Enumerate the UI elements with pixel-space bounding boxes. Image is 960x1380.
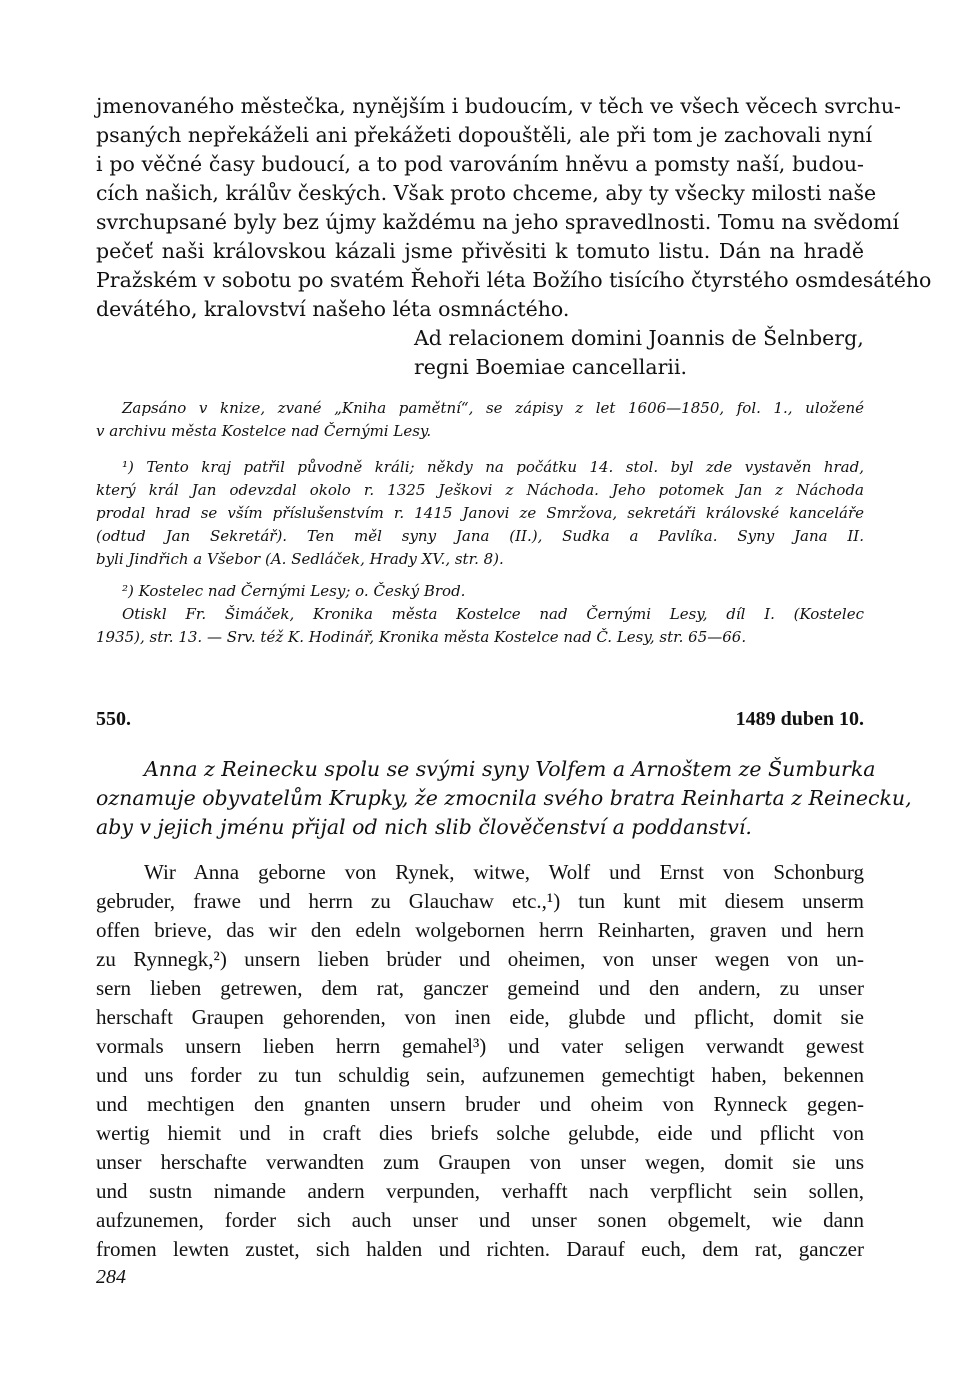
text-line: gebruder, frawe und herrn zu Glauchaw etc.,¹) tun kunt mit diesem unserm	[96, 889, 864, 913]
text-line: unser herschafte verwandten zum Graupen von unser wegen, domit sie uns	[96, 1150, 864, 1174]
text-line: und uns forder zu tun schuldig sein, aufzunemen gemechtigt haben, bekennen	[96, 1063, 864, 1087]
paragraph-line: devátého, kralovství našeho léta osmnáctého.	[96, 297, 570, 321]
paragraph-line: i po věčné časy budoucí, a to pod varováním hněvu a pomsty naší, budou-	[96, 152, 864, 176]
paragraph-line: cích našich, králův českých. Však proto chceme, aby ty všecky milosti naše	[96, 181, 877, 205]
text-line: und mechtigen den gnanten unsern bruder und oheim von Rynneck gegen-	[96, 1092, 864, 1116]
source-note-line: v archivu města Kostelce nad Černými Lesy.	[96, 422, 432, 440]
text-line: sern lieben getrewen, dem rat, ganczer gemeind und den andern, zu unser	[96, 976, 864, 1000]
footnote-line: který král Jan odevzdal okolo r. 1325 Ješkovi z Náchoda. Jeho potomek Jan z Náchoda	[96, 481, 864, 499]
footnote-line: 1935), str. 13. — Srv. též K. Hodinář, Kronika města Kostelce nad Č. Lesy, str. 65—66.	[96, 628, 747, 646]
signature-line: regni Boemiae cancellarii.	[414, 355, 688, 379]
regest-line: aby v jejich jménu přijal od nich slib člověčenství a poddanství.	[96, 815, 752, 839]
paragraph-line: jmenovaného městečka, nynějším i budoucím, v těch ve všech věcech svrchu-	[96, 94, 901, 118]
signature-line: Ad relacionem domini Joannis de Šelnberg,	[414, 326, 864, 350]
document-number: 550.	[96, 708, 131, 730]
text-line: fromen lewten zustet, sich halden und richten. Darauf euch, dem rat, ganczer	[96, 1237, 864, 1261]
footnote-line: (odtud Jan Sekretář). Ten měl syny Jana (II.), Sudka a Pavlíka. Syny Jana II.	[96, 527, 864, 545]
text-line: und sustn nimande andern verpunden, verhafft nach verpflicht sein sollen,	[96, 1179, 864, 1203]
paragraph-line: pečeť naši královskou kázali jsme přivěsiti k tomuto listu. Dán na hradě	[96, 239, 864, 263]
footnote-line: prodal hrad se vším příslušenstvím r. 1415 Janovi ze Smržova, sekretáři královské kanceláře	[96, 504, 864, 522]
footnote-line: ¹) Tento kraj patřil původně králi; někdy na počátku 14. stol. byl zde vystavěn hrad,	[122, 458, 864, 476]
text-line: wertig hiemit und in craft dies briefs solche gelubde, eide und pflicht von	[96, 1121, 864, 1145]
text-line: zu Rynnegk,²) unsern lieben bru̇der und oheimen, von unser wegen von un-	[96, 947, 864, 971]
document-date: 1489 duben 10.	[735, 708, 864, 730]
footnote-line: byli Jindřich a Všebor (A. Sedláček, Hrady XV., str. 8).	[96, 550, 504, 568]
text-line: aufzunemen, forder sich auch unser und unser sonen obgemelt, wie dann	[96, 1208, 864, 1232]
text-line: herschaft Graupen gehorenden, von inen eide, glubde und pflicht, domit sie	[96, 1005, 864, 1029]
paragraph-line: psaných nepřekáželi ani překážeti dopouštěli, ale při tom je zachovali nyní	[96, 123, 873, 147]
footnote-line: ²) Kostelec nad Černými Lesy; o. Český Brod.	[122, 582, 466, 600]
text-line: Wir Anna geborne von Rynek, witwe, Wolf und Ernst von Schonburg	[144, 860, 864, 884]
regest-line: oznamuje obyvatelům Krupky, že zmocnila svého bratra Reinharta z Reinecku,	[96, 786, 912, 810]
footnote-line: Otiskl Fr. Šimáček, Kronika města Kostelce nad Černými Lesy, díl I. (Kostelec	[122, 605, 864, 623]
page-number: 284	[96, 1266, 126, 1288]
source-note-line: Zapsáno v knize, zvané „Kniha pamětní“, se zápisy z let 1606—1850, fol. 1., uložené	[122, 399, 864, 417]
paragraph-line: Pražském v sobotu po svatém Řehoři léta Božího tisícího čtyrstého osmdesátého	[96, 268, 932, 292]
text-line: vormals unsern lieben herrn gemahel³) und vater seligen verwandt gewest	[96, 1034, 864, 1058]
paragraph-line: svrchupsané byly bez újmy každému na jeho spravedlnosti. Tomu na svědomí	[96, 210, 900, 234]
regest-line: Anna z Reinecku spolu se svými syny Volfem a Arnoštem ze Šumburka	[144, 757, 876, 781]
text-line: offen brieve, das wir den edeln wolgebornen herrn Reinharten, graven und hern	[96, 918, 864, 942]
